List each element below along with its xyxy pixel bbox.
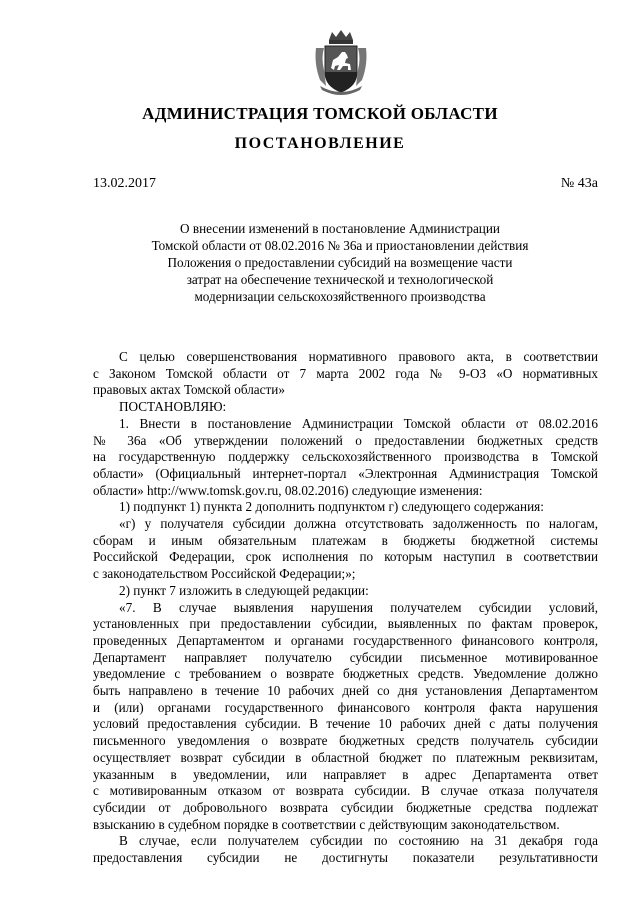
subject-line: Томской области от 08.02.2016 № 36а и приостановлении действия [151, 238, 529, 253]
body-line: проведенных Департаментом и органами государственного финансового контроля, [93, 632, 598, 648]
resolution-keyword: ПОСТАНОВЛЯЮ: [119, 399, 227, 415]
body-line: сборам и иным обязательным платежам в бюджеты бюджетной системы [93, 532, 598, 548]
body-line: «г) у получателя субсидии должна отсутствовать задолженность по налогам, [119, 516, 598, 532]
body-line: № 36а «Об утверждении положений о предоставлении бюджетных средств [93, 432, 598, 448]
body-line: указанным в уведомлении, или направляет в адрес Департамента ответ [93, 766, 598, 782]
body-line: установленных при предоставлении субсидии, выявленных по фактам проверок, [93, 616, 598, 632]
document-body [93, 349, 598, 867]
body-line: на государственную поддержку сельскохозяйственного производства в Томской [93, 449, 598, 465]
body-line: Российской Федерации, срок исполнения по которым наступил в соответствии [93, 549, 598, 565]
body-line: предоставления субсидии не достигнуты показатели результативности [93, 850, 598, 866]
body-line: субсидии от добровольного возврата субсидии бюджетные средства подлежат [93, 799, 598, 815]
body-line: с Законом Томской области от 7 марта 2002 года № 9-ОЗ «О нормативных [93, 365, 598, 381]
document-subject [100, 220, 580, 305]
body-line: с мотивированным отказом от возврата субсидии. В случае отказа получателя [93, 783, 598, 799]
body-line: быть направлено в течение 10 рабочих дней со дня установления Департаментом [93, 683, 598, 699]
body-line: области» (Официальный интернет-портал «Электронная Администрация Томской [93, 465, 598, 481]
organization-title: АДМИНИСТРАЦИЯ ТОМСКОЙ ОБЛАСТИ [142, 104, 498, 123]
subject-line: Положения о предоставлении субсидий на возмещение части [167, 255, 513, 270]
body-line: 1) подпункт 1) пункта 2 дополнить подпунктом г) следующего содержания: [119, 499, 544, 515]
body-line: В случае, если получателем субсидии по состоянию на 31 декабря года [119, 833, 598, 849]
tomsk-region-coat-of-arms-icon [312, 30, 370, 96]
subject-line: затрат на обеспечение технической и технологической [186, 272, 494, 287]
body-line: взысканию в судебном порядке в соответствии с действующим законодательством. [93, 816, 560, 832]
subject-line: О внесении изменений в постановление Администрации [180, 221, 500, 236]
subject-line: модернизации сельскохозяйственного производства [194, 289, 486, 304]
body-line: условий предоставления субсидии. В течение 10 рабочих дней с даты получения [93, 716, 598, 732]
body-line: «7. В случае выявления нарушения получателем субсидии условий, [119, 599, 598, 615]
body-line: и (или) органами государственного финансового контроля факта нарушения [93, 699, 598, 715]
document-type-title: ПОСТАНОВЛЕНИЕ [234, 135, 406, 152]
body-line: письменного уведомления о возврате бюджетных средств получатель субсидии [93, 733, 598, 749]
body-line: правовых актах Томской области» [93, 382, 285, 398]
body-line: 1. Внести в постановление Администрации Томской области от 08.02.2016 [119, 415, 598, 431]
document-date: 13.02.2017 [93, 176, 156, 191]
document-number: № 43а [560, 176, 598, 191]
body-line: 2) пункт 7 изложить в следующей редакции: [119, 582, 369, 598]
body-line: с законодательством Российской Федерации;»; [93, 566, 356, 582]
body-line: осуществляет возврат субсидии в областной бюджет по платежным реквизитам, [93, 749, 598, 765]
body-line: С целью совершенствования нормативного правового акта, в соответствии [119, 349, 598, 364]
body-line: Департамент направляет получателю субсидии письменное мотивированное [93, 649, 598, 665]
body-line: уведомление с требованием о возврате бюджетных средств. Уведомление должно [93, 666, 598, 682]
body-line: области» http://www.tomsk.gov.ru, 08.02.2016) следующие изменения: [93, 482, 483, 498]
